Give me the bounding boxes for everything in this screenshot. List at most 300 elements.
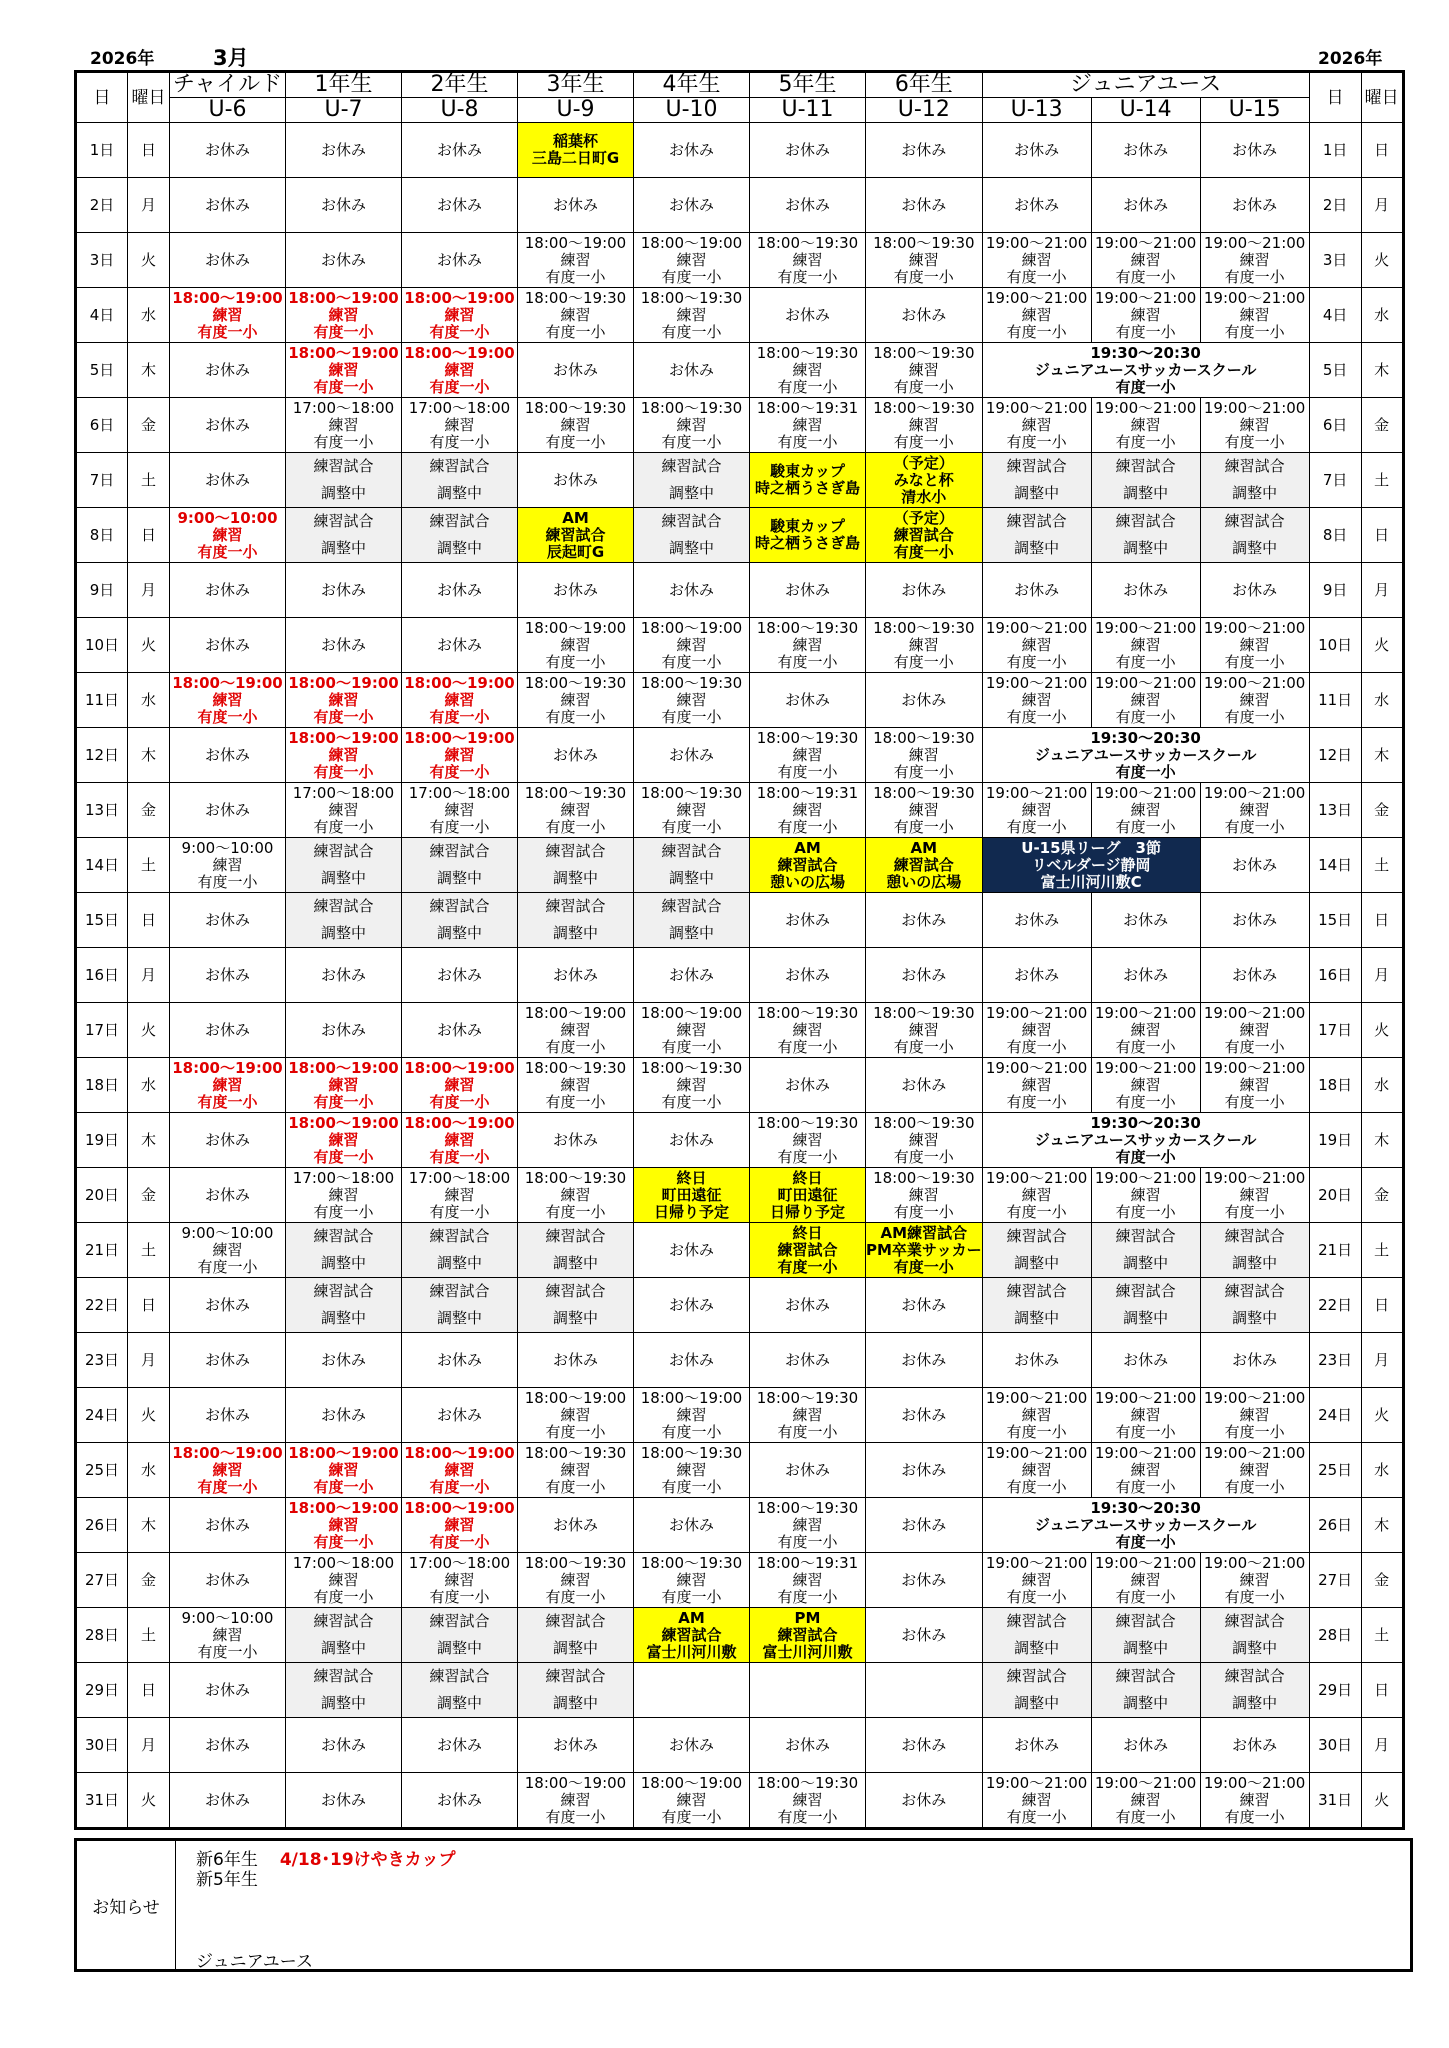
cell-line: 17:00～18:00 xyxy=(408,398,511,417)
cell-line: 練習試合 xyxy=(1224,1612,1285,1630)
cell-line: 有度一小 xyxy=(1115,1477,1176,1496)
cell-line: 調整中 xyxy=(1123,1254,1169,1272)
cell-line: 練習 xyxy=(328,1570,359,1589)
cell-line: 調整中 xyxy=(1014,1254,1060,1272)
schedule-cell xyxy=(518,398,634,453)
schedule-cell xyxy=(286,1443,402,1498)
schedule-cell xyxy=(170,948,286,1003)
cell-line: 18:00～19:00 xyxy=(524,1388,627,1407)
cell-line: 19:00～21:00 xyxy=(1203,288,1306,307)
cell-line: お休み xyxy=(204,1515,250,1534)
cell-line: 19:00～21:00 xyxy=(1094,398,1197,417)
jy-sub-header: U-14 xyxy=(1091,98,1200,123)
cell-line: 練習試合 xyxy=(313,1612,374,1630)
cell-line: 18:00～19:30 xyxy=(873,783,975,802)
cell-line: 有度一小 xyxy=(777,762,838,781)
cell-line: 有度一小 xyxy=(1115,1037,1176,1056)
cell-line: 18:00～19:30 xyxy=(756,1773,859,1792)
weekday-cell: 木 xyxy=(128,1498,170,1553)
cell-line: 練習 xyxy=(1130,415,1161,434)
cell-line: お休み xyxy=(1232,195,1278,214)
schedule-cell xyxy=(1091,1388,1200,1443)
cell-line: お休み xyxy=(1123,1735,1169,1754)
cell-line: 19:00～21:00 xyxy=(1203,673,1306,692)
schedule-cell xyxy=(866,838,983,893)
cell-line: 練習試合 xyxy=(1006,1612,1067,1630)
cell-line: AM xyxy=(910,838,938,857)
cell-line: 有度一小 xyxy=(313,1202,374,1221)
cell-line: 有度一小 xyxy=(1006,652,1067,671)
schedule-cell xyxy=(286,178,402,233)
schedule-cell xyxy=(170,783,286,838)
schedule-cell xyxy=(866,673,983,728)
schedule-cell xyxy=(634,728,750,783)
cell-line: 19:00～21:00 xyxy=(985,1058,1088,1077)
schedule-cell xyxy=(1091,1553,1200,1608)
schedule-cell xyxy=(634,563,750,618)
cell-line: お休み xyxy=(668,1735,714,1754)
group-header-top: 5年生 xyxy=(750,72,866,98)
day-cell-right: 9日 xyxy=(1309,563,1361,618)
schedule-cell xyxy=(1091,783,1200,838)
jy-sub-header: U-13 xyxy=(982,98,1091,123)
cell-line: 練習 xyxy=(212,855,243,874)
weekday-cell-right: 木 xyxy=(1361,728,1403,783)
schedule-cell xyxy=(866,453,983,508)
cell-line: 練習 xyxy=(328,1515,359,1534)
cell-line: 有度一小 xyxy=(545,1807,606,1826)
schedule-cell xyxy=(634,1553,750,1608)
cell-line: お休み xyxy=(204,1350,250,1369)
schedule-cell xyxy=(866,563,983,618)
schedule-cell xyxy=(1200,508,1309,563)
schedule-cell xyxy=(286,453,402,508)
table-row xyxy=(76,1553,1404,1608)
schedule-cell xyxy=(518,1003,634,1058)
schedule-cell xyxy=(982,673,1091,728)
cell-line: 練習 xyxy=(328,1460,359,1479)
schedule-cell xyxy=(982,1718,1091,1773)
cell-line: 17:00～18:00 xyxy=(292,1168,395,1187)
cell-line: お休み xyxy=(204,580,250,599)
cell-line: 18:00～19:30 xyxy=(524,1553,627,1572)
schedule-cell xyxy=(982,893,1091,948)
cell-line: 練習 xyxy=(1130,635,1161,654)
schedule-cell xyxy=(518,1333,634,1388)
cell-line: 調整中 xyxy=(668,539,714,557)
weekday-cell: 火 xyxy=(128,233,170,288)
cell-line: 練習試合 xyxy=(545,1227,606,1245)
schedule-cell xyxy=(170,893,286,948)
cell-line: お休み xyxy=(1123,965,1169,984)
cell-line: 19:00～21:00 xyxy=(1203,1388,1306,1407)
cell-line: 有度一小 xyxy=(197,322,258,341)
table-row xyxy=(76,1773,1404,1829)
schedule-cell xyxy=(402,233,518,288)
cell-line: お休み xyxy=(901,1350,947,1369)
cell-line: 練習試合 xyxy=(313,1227,374,1245)
day-cell: 7日 xyxy=(76,453,128,508)
cell-line: お休み xyxy=(552,1350,598,1369)
schedule-cell xyxy=(1200,398,1309,453)
group-header-bottom: U-8 xyxy=(402,98,518,123)
schedule-cell xyxy=(1200,1773,1309,1829)
day-cell: 17日 xyxy=(76,1003,128,1058)
cell-line: 調整中 xyxy=(320,924,366,942)
schedule-cell xyxy=(866,1223,983,1278)
table-row xyxy=(76,1058,1404,1113)
table-row xyxy=(76,233,1404,288)
cell-line: お休み xyxy=(204,800,250,819)
cell-line: お休み xyxy=(204,1790,250,1809)
cell-line: 練習 xyxy=(444,745,475,764)
schedule-cell xyxy=(286,618,402,673)
table-row xyxy=(76,178,1404,233)
weekday-cell: 火 xyxy=(128,1003,170,1058)
cell-line: 18:00～19:31 xyxy=(756,783,859,802)
schedule-cell xyxy=(1091,1003,1200,1058)
cell-line: 有度一小 xyxy=(197,1092,258,1111)
cell-line: 有度一小 xyxy=(1006,1092,1067,1111)
cell-line: 有度一小 xyxy=(893,652,954,671)
schedule-cell xyxy=(982,948,1091,1003)
schedule-cell xyxy=(402,563,518,618)
cell-line: 有度一小 xyxy=(777,1037,838,1056)
cell-line: 練習 xyxy=(1130,1075,1161,1094)
cell-line: 練習試合 xyxy=(1224,457,1285,475)
schedule-cell xyxy=(170,1168,286,1223)
cell-line: 練習試合 xyxy=(545,842,606,860)
schedule-cell xyxy=(286,673,402,728)
schedule-cell xyxy=(518,1278,634,1333)
schedule-cell xyxy=(402,618,518,673)
schedule-cell xyxy=(1091,1278,1200,1333)
cell-line: 有度一小 xyxy=(893,1257,954,1276)
schedule-cell xyxy=(866,123,983,178)
schedule-cell xyxy=(286,948,402,1003)
cell-line: 17:00～18:00 xyxy=(292,398,395,417)
weekday-cell: 土 xyxy=(128,1608,170,1663)
day-cell: 30日 xyxy=(76,1718,128,1773)
cell-line: 18:00～19:00 xyxy=(288,728,399,747)
table-row xyxy=(76,948,1404,1003)
cell-line: 練習 xyxy=(1130,690,1161,709)
table-row xyxy=(76,398,1404,453)
cell-line: 有度一小 xyxy=(1006,707,1067,726)
schedule-cell xyxy=(750,783,866,838)
schedule-cell xyxy=(170,1113,286,1168)
cell-line: お休み xyxy=(436,1020,482,1039)
schedule-cell xyxy=(518,948,634,1003)
day-cell: 5日 xyxy=(76,343,128,398)
day-cell: 31日 xyxy=(76,1773,128,1829)
weekday-cell: 日 xyxy=(128,123,170,178)
weekday-cell-right: 日 xyxy=(1361,508,1403,563)
cell-line: 有度一小 xyxy=(1115,322,1176,341)
weekday-cell: 土 xyxy=(128,838,170,893)
cell-line: 練習試合 xyxy=(313,457,374,475)
cell-line: お休み xyxy=(320,635,366,654)
schedule-cell xyxy=(1091,508,1200,563)
cell-line: 有度一小 xyxy=(777,1807,838,1826)
schedule-cell xyxy=(1200,948,1309,1003)
cell-line: お休み xyxy=(668,140,714,159)
cell-line: 練習 xyxy=(676,1460,707,1479)
schedule-cell xyxy=(634,618,750,673)
cell-line: 有度一小 xyxy=(545,1422,606,1441)
schedule-cell xyxy=(982,1553,1091,1608)
cell-line: 練習 xyxy=(1239,1075,1270,1094)
schedule-cell xyxy=(1091,563,1200,618)
cell-line: 有度一小 xyxy=(661,1807,722,1826)
cell-line: （予定） xyxy=(893,508,954,527)
schedule-cell xyxy=(286,343,402,398)
cell-line: お休み xyxy=(552,1515,598,1534)
cell-line: 日帰り予定 xyxy=(769,1202,845,1221)
schedule-cell xyxy=(866,1443,983,1498)
table-row xyxy=(76,123,1404,178)
cell-line: 練習 xyxy=(560,1405,591,1424)
cell-line: 有度一小 xyxy=(1006,1807,1067,1826)
schedule-cell xyxy=(518,1773,634,1829)
cell-line: 18:00～19:00 xyxy=(288,288,399,307)
cell-line: 18:00～19:00 xyxy=(172,288,283,307)
schedule-cell xyxy=(286,563,402,618)
cell-line: 練習試合 xyxy=(1006,1282,1067,1300)
cell-line: 19:00～21:00 xyxy=(1203,398,1306,417)
schedule-cell xyxy=(866,178,983,233)
schedule-cell xyxy=(750,1443,866,1498)
cell-line: 練習 xyxy=(212,305,243,324)
schedule-cell xyxy=(286,233,402,288)
schedule-cell xyxy=(286,1058,402,1113)
cell-line: 清水小 xyxy=(901,487,947,506)
cell-line: 18:00～19:00 xyxy=(172,1443,283,1462)
schedule-cell xyxy=(170,1223,286,1278)
cell-line: お休み xyxy=(552,360,598,379)
schedule-cell xyxy=(286,1168,402,1223)
cell-line: 練習 xyxy=(908,1185,939,1204)
schedule-cell xyxy=(402,728,518,783)
cell-line: 練習試合 xyxy=(429,1282,490,1300)
schedule-cell xyxy=(1091,453,1200,508)
cell-line: 練習 xyxy=(1239,415,1270,434)
cell-line: 18:00～19:30 xyxy=(524,1443,627,1462)
schedule-cell xyxy=(982,618,1091,673)
cell-line: 19:30～20:30 xyxy=(1090,1498,1201,1517)
cell-line: 練習試合 xyxy=(1224,1282,1285,1300)
cell-line: 練習 xyxy=(1021,1790,1052,1809)
cell-line: 調整中 xyxy=(1232,539,1278,557)
cell-line: 練習 xyxy=(560,1790,591,1809)
cell-line: 18:00～19:00 xyxy=(640,1773,743,1792)
cell-line: お休み xyxy=(1014,1350,1060,1369)
weekday-cell-right: 水 xyxy=(1361,1058,1403,1113)
cell-line: お休み xyxy=(436,1350,482,1369)
schedule-cell xyxy=(402,1718,518,1773)
schedule-cell xyxy=(402,673,518,728)
cell-line: お休み xyxy=(901,1625,947,1644)
cell-line: 有度一小 xyxy=(777,1587,838,1606)
day-cell-right: 8日 xyxy=(1309,508,1361,563)
cell-line: 有度一小 xyxy=(1224,1587,1285,1606)
schedule-cell xyxy=(750,453,866,508)
cell-line: 練習 xyxy=(560,800,591,819)
cell-line: 有度一小 xyxy=(1006,432,1067,451)
schedule-cell xyxy=(1200,1443,1309,1498)
schedule-cell xyxy=(286,1718,402,1773)
day-cell-right: 21日 xyxy=(1309,1223,1361,1278)
schedule-cell xyxy=(286,1388,402,1443)
schedule-cell xyxy=(866,233,983,288)
weekday-cell: 水 xyxy=(128,1443,170,1498)
cell-line: 練習 xyxy=(792,1405,823,1424)
day-cell: 25日 xyxy=(76,1443,128,1498)
cell-line: 18:00～19:30 xyxy=(756,728,859,747)
cell-line: 練習試合 xyxy=(1224,1667,1285,1685)
cell-line: 18:00～19:30 xyxy=(640,783,743,802)
cell-line: お休み xyxy=(784,1075,830,1094)
cell-line: 練習 xyxy=(1130,1405,1161,1424)
cell-line: 18:00～19:00 xyxy=(172,673,283,692)
weekday-cell-right: 日 xyxy=(1361,123,1403,178)
cell-line: 練習試合 xyxy=(429,842,490,860)
weekday-cell: 火 xyxy=(128,1388,170,1443)
cell-line: 19:00～21:00 xyxy=(1203,1443,1306,1462)
schedule-cell xyxy=(750,1168,866,1223)
schedule-cell xyxy=(518,343,634,398)
weekday-cell-right: 木 xyxy=(1361,1498,1403,1553)
cell-line: お休み xyxy=(1232,910,1278,929)
group-header-top: 1年生 xyxy=(286,72,402,98)
weekday-cell-right: 水 xyxy=(1361,288,1403,343)
group-header-top: 4年生 xyxy=(634,72,750,98)
cell-line: 調整中 xyxy=(668,869,714,887)
cell-line: 練習 xyxy=(444,415,475,434)
cell-line: 練習試合 xyxy=(313,1667,374,1685)
cell-line: 調整中 xyxy=(436,1694,482,1712)
cell-line: 富士川河川敷 xyxy=(762,1642,853,1661)
cell-line: 18:00～19:00 xyxy=(640,1388,743,1407)
cell-line: お休み xyxy=(204,1680,250,1699)
cell-line: 有度一小 xyxy=(1115,1532,1176,1551)
cell-line: 練習試合 xyxy=(429,1667,490,1685)
cell-line: 有度一小 xyxy=(661,1587,722,1606)
schedule-cell xyxy=(750,1333,866,1388)
schedule-cell xyxy=(634,1718,750,1773)
cell-line: 日帰り予定 xyxy=(653,1202,729,1221)
day-cell: 10日 xyxy=(76,618,128,673)
cell-line: 18:00～19:30 xyxy=(873,1168,975,1187)
cell-line: 有度一小 xyxy=(545,267,606,286)
cell-line: お休み xyxy=(552,1735,598,1754)
cell-line: 練習 xyxy=(1021,1460,1052,1479)
cell-line: AM練習試合 xyxy=(880,1223,968,1242)
cell-line: お休み xyxy=(204,250,250,269)
day-cell: 4日 xyxy=(76,288,128,343)
cell-line: お休み xyxy=(436,1735,482,1754)
weekday-cell: 木 xyxy=(128,343,170,398)
cell-line: お休み xyxy=(1014,965,1060,984)
schedule-cell xyxy=(982,1278,1091,1333)
cell-line: 練習試合 xyxy=(1115,457,1176,475)
schedule-cell xyxy=(1200,838,1309,893)
day-cell-right: 29日 xyxy=(1309,1663,1361,1718)
schedule-cell xyxy=(634,893,750,948)
schedule-cell xyxy=(518,453,634,508)
cell-line: 有度一小 xyxy=(313,1532,374,1551)
schedule-cell xyxy=(402,1333,518,1388)
cell-line: 有度一小 xyxy=(893,817,954,836)
schedule-cell xyxy=(866,1333,983,1388)
cell-line: 練習 xyxy=(560,1075,591,1094)
notice-line-grade5: 新5年生 xyxy=(196,1870,258,1890)
cell-line: 18:00～19:30 xyxy=(756,233,859,252)
schedule-cell xyxy=(982,453,1091,508)
cell-line: PM xyxy=(794,1608,821,1627)
cell-line: 有度一小 xyxy=(1115,762,1176,781)
schedule-cell xyxy=(1091,1223,1200,1278)
cell-line: 終日 xyxy=(792,1168,823,1187)
cell-line: お休み xyxy=(320,580,366,599)
schedule-cell xyxy=(1200,1608,1309,1663)
schedule-cell xyxy=(634,343,750,398)
schedule-cell xyxy=(750,1773,866,1829)
cell-line: お休み xyxy=(204,635,250,654)
cell-line: お休み xyxy=(1014,580,1060,599)
cell-line: AM xyxy=(562,508,589,527)
cell-line: 有度一小 xyxy=(545,817,606,836)
cell-line: 練習試合 xyxy=(429,512,490,530)
weekday-cell-right: 土 xyxy=(1361,453,1403,508)
schedule-cell xyxy=(170,1498,286,1553)
weekday-cell-right: 土 xyxy=(1361,1608,1403,1663)
weekday-cell-right: 日 xyxy=(1361,1278,1403,1333)
schedule-cell xyxy=(982,1663,1091,1718)
weekday-cell-right: 水 xyxy=(1361,673,1403,728)
day-cell-right: 6日 xyxy=(1309,398,1361,453)
cell-line: 練習 xyxy=(328,305,359,324)
table-row xyxy=(76,1498,1404,1553)
cell-line: お休み xyxy=(204,1405,250,1424)
cell-line: お休み xyxy=(204,1295,250,1314)
weekday-cell-right: 金 xyxy=(1361,1553,1403,1608)
cell-line: お休み xyxy=(204,470,250,489)
schedule-cell xyxy=(402,1003,518,1058)
weekday-cell-right: 月 xyxy=(1361,1718,1403,1773)
cell-line: みなと杯 xyxy=(893,470,954,489)
schedule-cell xyxy=(402,948,518,1003)
schedule-cell xyxy=(866,1608,983,1663)
cell-line: 18:00～19:00 xyxy=(524,618,627,637)
schedule-cell xyxy=(170,453,286,508)
cell-line: 練習 xyxy=(1239,305,1270,324)
schedule-cell xyxy=(866,1718,983,1773)
cell-line: 調整中 xyxy=(552,1694,598,1712)
cell-line: リベルダージ静岡 xyxy=(1031,855,1151,874)
weekday-cell-right: 月 xyxy=(1361,1333,1403,1388)
cell-line: 19:00～21:00 xyxy=(1203,783,1306,802)
schedule-cell xyxy=(982,1003,1091,1058)
cell-line: 練習試合 xyxy=(1224,1227,1285,1245)
schedule-cell xyxy=(982,1113,1309,1168)
cell-line: 有度一小 xyxy=(313,432,374,451)
cell-line: お休み xyxy=(1232,965,1278,984)
schedule-cell xyxy=(634,1168,750,1223)
cell-line: 有度一小 xyxy=(1115,1092,1176,1111)
cell-line: 有度一小 xyxy=(893,1202,954,1221)
cell-line: 19:00～21:00 xyxy=(985,1168,1088,1187)
